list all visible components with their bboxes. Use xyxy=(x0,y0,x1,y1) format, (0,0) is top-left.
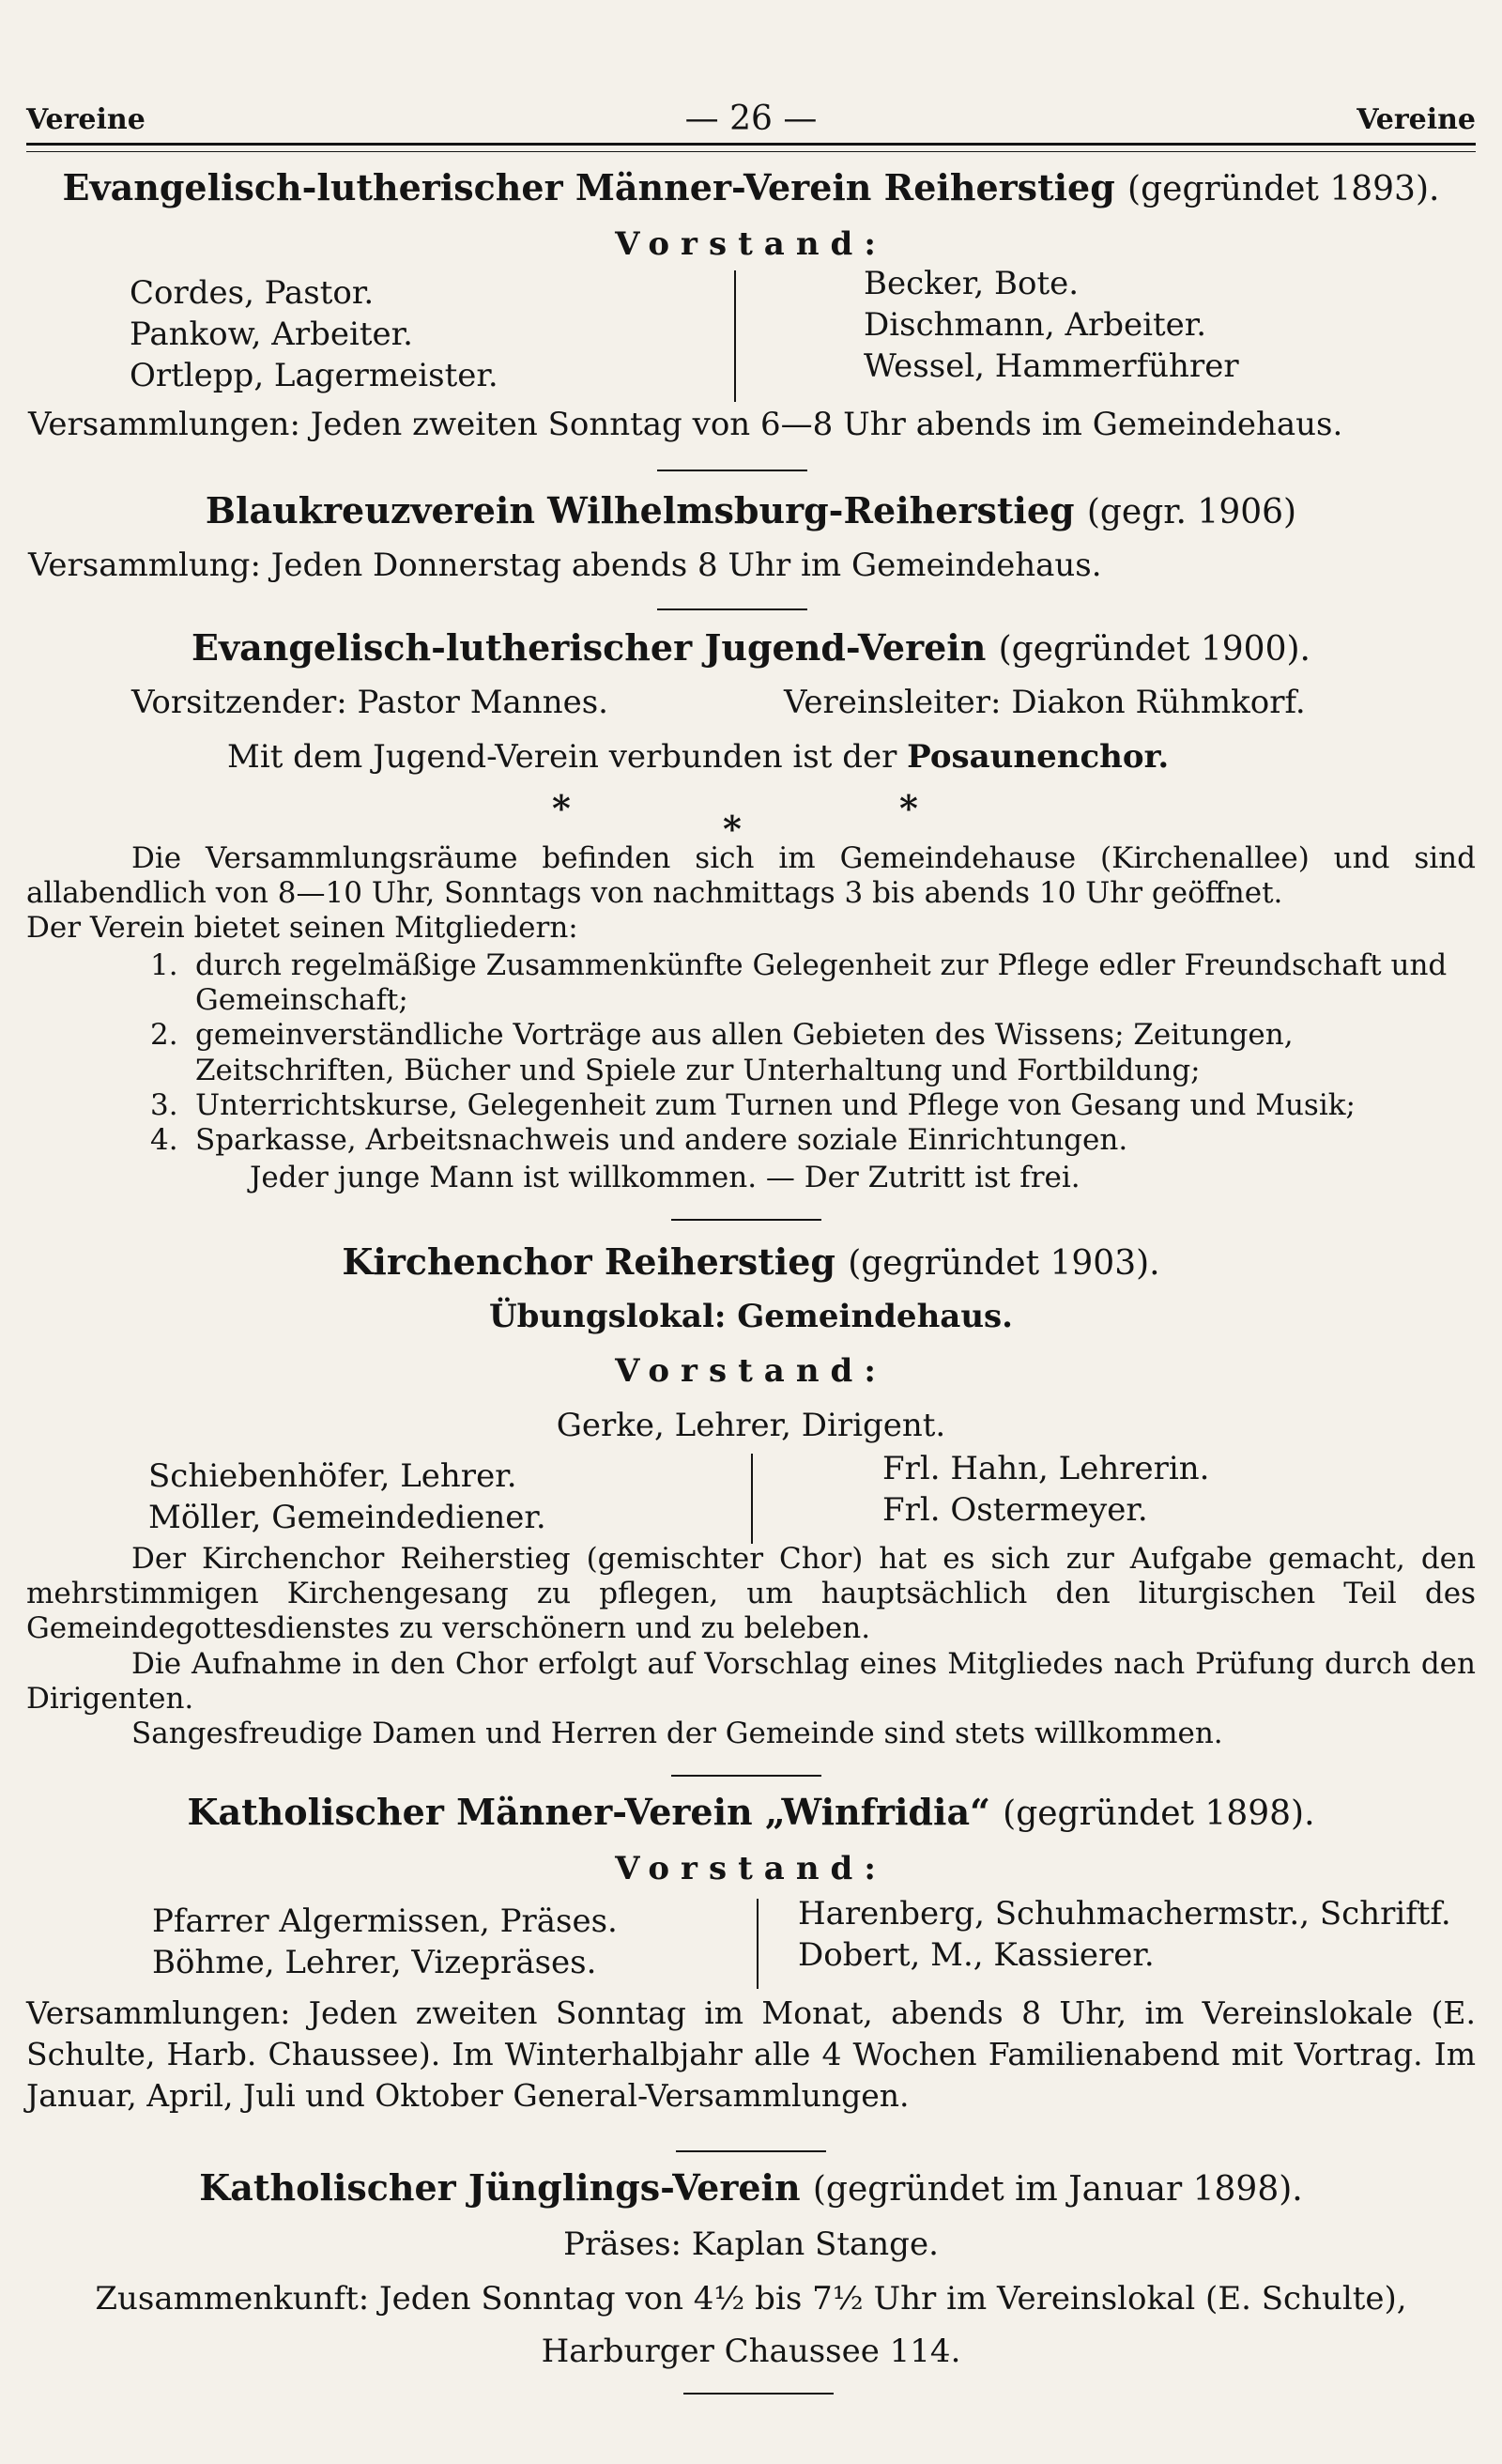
board-member: Möller, Gemeindediener. xyxy=(148,1499,546,1537)
list-text: Unterrichtskurse, Gelegenheit zum Turnen und Pflege von Gesang und Musik; xyxy=(195,1087,1356,1122)
board-member: Cordes, Pastor. xyxy=(130,274,375,312)
page-number: — 26 — xyxy=(684,100,818,138)
praeses-text: Präses: Kaplan Stange. xyxy=(563,2225,939,2263)
paragraph: Die Aufnahme in den Chor erfolgt auf Vorschlag eines Mitgliedes nach Prüfung durch den Dirigenten. xyxy=(26,1646,1476,1716)
intro-paragraph xyxy=(26,841,1476,947)
running-header xyxy=(26,100,1476,141)
paragraph: Die Versammlungsräume befinden sich im Gemeindehause (Kirchenallee) und sind allabendlich von 8—10 Uhr, Sonntags von nachmittags 3 bis abends 10 Uhr geöffnet. xyxy=(26,841,1476,911)
chair-text: Vorsitzender: Pastor Mannes. xyxy=(131,684,608,721)
asterism-star: * xyxy=(899,787,918,829)
list-text: durch regelmäßige Zusammenkünfte Gelegenheit zur Pflege edler Freundschaft und Gemeinschaft; xyxy=(195,948,1448,1018)
section-founded: (gegründet 1900). xyxy=(998,630,1310,669)
board-member: Schiebenhöfer, Lehrer. xyxy=(148,1457,517,1495)
section-title-jugend-verein xyxy=(26,627,1476,670)
vorstand-heading: Vorstand: xyxy=(615,1850,887,1887)
board-member: Dobert, M., Kassierer. xyxy=(798,1936,1155,1975)
asterism-star: * xyxy=(552,787,571,829)
list-item xyxy=(150,1018,1476,1087)
list-text: gemeinverständliche Vorträge aus allen Gebieten des Wissens; Zeitungen, Zeitschriften, Bücher und Spiele zur Unterhaltung und Fortbildung; xyxy=(195,1018,1294,1087)
list-number: 2. xyxy=(150,1018,178,1053)
section-title-juenglings-verein xyxy=(26,2167,1476,2210)
leader-text: Vereinsleiter: Diakon Rühmkorf. xyxy=(784,684,1306,721)
meeting-line-1: Zusammenkunft: Jeden Sonntag von 4½ bis 7½ Uhr im Vereinslokal (E. Schulte), xyxy=(95,2280,1407,2318)
header-rule xyxy=(26,143,1476,152)
board-left-column xyxy=(152,1901,618,1983)
paragraph: Der Verein bietet seinen Mitgliedern: xyxy=(26,911,578,946)
asterism xyxy=(0,787,1502,850)
board-right-column xyxy=(798,1893,1451,1976)
board-member: Ortlepp, Lagermeister. xyxy=(130,357,498,395)
paragraph: Versammlungen: Jeden zweiten Sonntag im Monat, abends 8 Uhr, im Vereinslokale (E. Schulte, Harb. Chaussee). Im Winterhalbjahr alle 4 Wochen Familienabend mit Vortrag. Im Januar, April, Juli und Oktober General-Versammlungen. xyxy=(26,1994,1476,2115)
vorstand-heading: Vorstand: xyxy=(615,225,887,263)
vorstand-heading: Vorstand: xyxy=(615,1352,887,1390)
meeting-text: Versammlung: Jeden Donnerstag abends 8 Uhr im Gemeindehaus. xyxy=(28,547,1102,584)
paragraph: Sangesfreudige Damen und Herren der Gemeinde sind stets willkommen. xyxy=(131,1716,1223,1750)
column-divider xyxy=(757,1899,759,1989)
section-name: Katholischer Männer-Verein „Winfridia“ xyxy=(187,1791,990,1833)
joined-plain: Mit dem Jugend-Verein verbunden ist der xyxy=(227,738,897,776)
column-divider xyxy=(751,1454,753,1544)
board-member: Pankow, Arbeiter. xyxy=(130,316,413,354)
board-member: Böhme, Lehrer, Vizepräses. xyxy=(152,1944,597,1982)
section-title-kirchenchor xyxy=(26,1241,1476,1284)
board-right-column xyxy=(864,263,1239,388)
board-member: Becker, Bote. xyxy=(864,265,1080,302)
section-founded: (gegründet im Januar 1898). xyxy=(812,2170,1303,2209)
section-title-blaukreuzverein xyxy=(26,490,1476,532)
asterism-star: * xyxy=(723,808,742,850)
meeting-line-2: Harburger Chaussee 114. xyxy=(541,2333,961,2370)
header-right: Vereine xyxy=(1356,103,1476,136)
welcome-text: Jeder junge Mann ist willkommen. — Der Zutritt ist frei. xyxy=(250,1161,1081,1194)
meetings-paragraph xyxy=(26,1993,1476,2118)
list-number: 1. xyxy=(150,948,178,982)
section-name: Evangelisch-lutherischer Jugend-Verein xyxy=(192,626,987,669)
section-founded: (gegründet 1903). xyxy=(848,1244,1160,1283)
choir-paragraphs xyxy=(26,1542,1476,1751)
board-left-column xyxy=(130,272,498,397)
board-member: Pfarrer Algermissen, Präses. xyxy=(152,1902,618,1940)
section-founded: (gegr. 1906) xyxy=(1086,493,1297,531)
section-name: Evangelisch-lutherischer Männer-Verein Reiherstieg xyxy=(62,166,1115,208)
section-separator xyxy=(657,470,807,471)
section-separator xyxy=(671,1219,821,1221)
column-divider xyxy=(734,270,736,402)
section-name: Blaukreuzverein Wilhelmsburg-Reiherstieg xyxy=(205,489,1075,531)
list-number: 4. xyxy=(150,1122,178,1157)
board-member: Dischmann, Arbeiter. xyxy=(864,306,1207,345)
board-member: Frl. Ostermeyer. xyxy=(882,1491,1148,1530)
section-separator xyxy=(676,2150,826,2152)
board-left-column xyxy=(148,1455,546,1538)
board-member: Wessel, Hammerführer xyxy=(864,347,1239,386)
board-member: Frl. Hahn, Lehrerin. xyxy=(882,1450,1210,1487)
section-separator xyxy=(657,608,807,610)
header-left: Vereine xyxy=(26,103,146,136)
board-member: Harenberg, Schuhmachermstr., Schriftf. xyxy=(798,1895,1451,1933)
meetings-text: Versammlungen: Jeden zweiten Sonntag von 6—8 Uhr abends im Gemeindehaus. xyxy=(28,406,1343,443)
list-text: Sparkasse, Arbeitsnachweis und andere soziale Einrichtungen. xyxy=(195,1122,1128,1157)
section-title-maenner-verein-reiherstieg xyxy=(26,167,1476,209)
board-right-column xyxy=(882,1448,1209,1531)
section-title-winfridia xyxy=(26,1792,1476,1834)
list-item xyxy=(150,1088,1476,1123)
section-founded: (gegründet 1893). xyxy=(1127,170,1440,208)
section-founded: (gegründet 1898). xyxy=(1003,1794,1315,1833)
list-item xyxy=(150,1123,1476,1158)
offer-list xyxy=(150,948,1476,1158)
list-item xyxy=(150,948,1476,1018)
paragraph: Der Kirchenchor Reiherstieg (gemischter Chor) hat es sich zur Aufgabe gemacht, den mehrstimmigen Kirchengesang zu pflegen, um hauptsächlich den liturgischen Teil des Gemeindegottesdienstes zu verschönern und zu beleben. xyxy=(26,1542,1476,1646)
venue-text: Übungslokal: Gemeindehaus. xyxy=(488,1298,1014,1335)
section-name: Katholischer Jünglings-Verein xyxy=(199,2166,801,2209)
joined-bold: Posaunenchor. xyxy=(907,738,1170,776)
section-separator xyxy=(683,2393,834,2395)
section-name: Kirchenchor Reiherstieg xyxy=(342,1240,835,1283)
list-number: 3. xyxy=(150,1087,178,1122)
joined-text xyxy=(227,738,1169,776)
section-separator xyxy=(671,1775,821,1777)
director-text: Gerke, Lehrer, Dirigent. xyxy=(556,1407,946,1444)
